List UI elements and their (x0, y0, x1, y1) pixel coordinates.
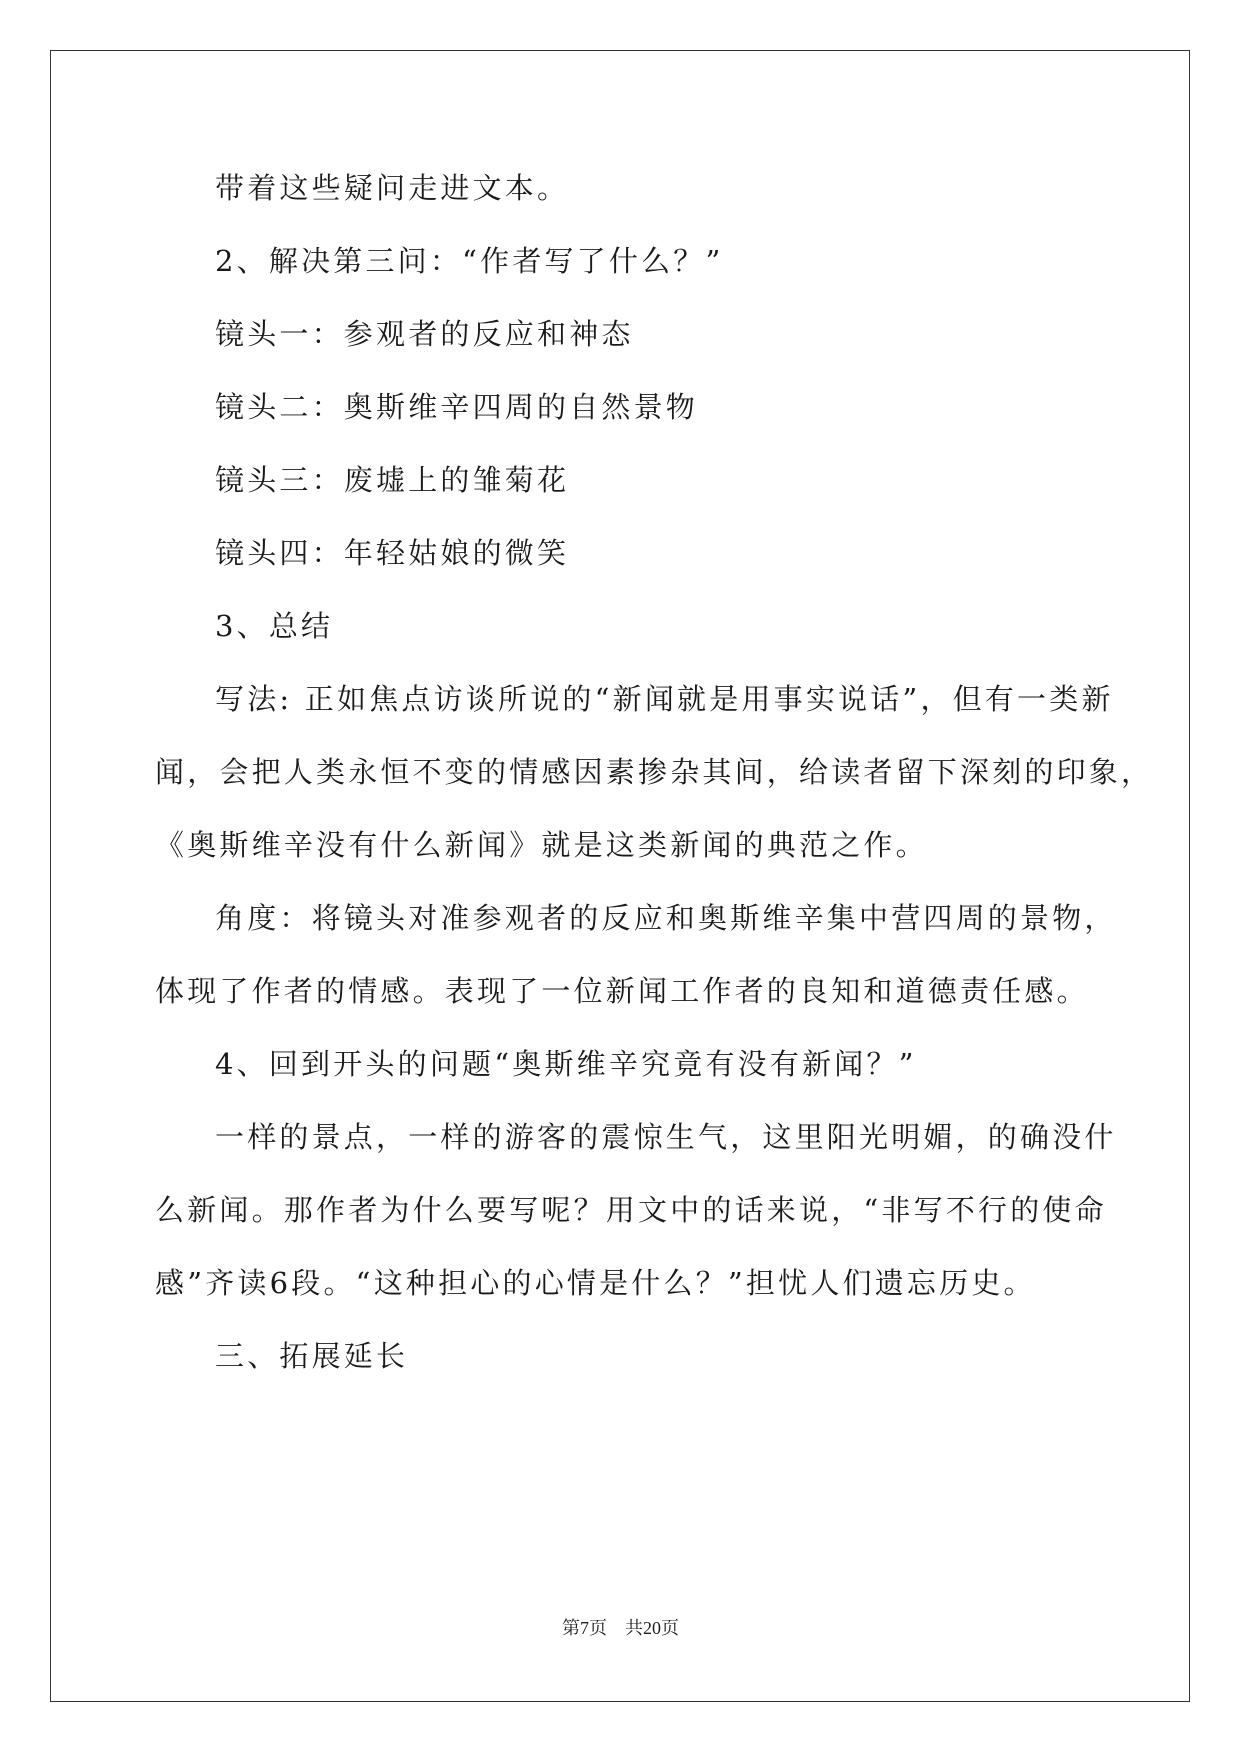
paragraph-line: 么新闻。那作者为什么要写呢？用文中的话来说，“非写不行的使命 (155, 1193, 1107, 1227)
paragraph-line: 写法: 正如焦点访谈所说的“新闻就是用事实说话”，但有一类新 (215, 682, 1114, 716)
paragraph-line: 闻，会把人类永恒不变的情感因素掺杂其间，给读者留下深刻的印象， (155, 755, 1154, 789)
paragraph-line: 《奥斯维辛没有什么新闻》就是这类新闻的典范之作。 (155, 828, 928, 862)
section-heading: 3、总结 (215, 609, 334, 643)
paragraph-line: 一样的景点，一样的游客的震惊生气，这里阳光明媚，的确没什 (215, 1120, 1117, 1154)
paragraph-line: 角度：将镜头对准参观者的反应和奥斯维辛集中营四周的景物， (215, 901, 1117, 935)
section-heading: 三、拓展延长 (215, 1339, 409, 1373)
paragraph-line: 感”齐读6段。“这种担心的心情是什么？”担忧人们遗忘历史。 (155, 1266, 1036, 1300)
section-heading: 2、解决第三问：“作者写了什么？” (215, 244, 724, 278)
paragraph-line: 镜头四：年轻姑娘的微笑 (215, 536, 570, 570)
paragraph-line: 镜头三：废墟上的雏菊花 (215, 463, 570, 497)
section-heading: 4、回到开头的问题“奥斯维辛究竟有没有新闻？” (215, 1047, 917, 1081)
page-border (50, 50, 1190, 1702)
page-footer: 第7页 共20页 (562, 1618, 679, 1638)
paragraph-line: 镜头二：奥斯维辛四周的自然景物 (215, 390, 699, 424)
paragraph-line: 带着这些疑问走进文本。 (215, 171, 570, 205)
paragraph-line: 体现了作者的情感。表现了一位新闻工作者的良知和道德责任感。 (155, 974, 1089, 1008)
paragraph-line: 镜头一：参观者的反应和神态 (215, 317, 634, 351)
